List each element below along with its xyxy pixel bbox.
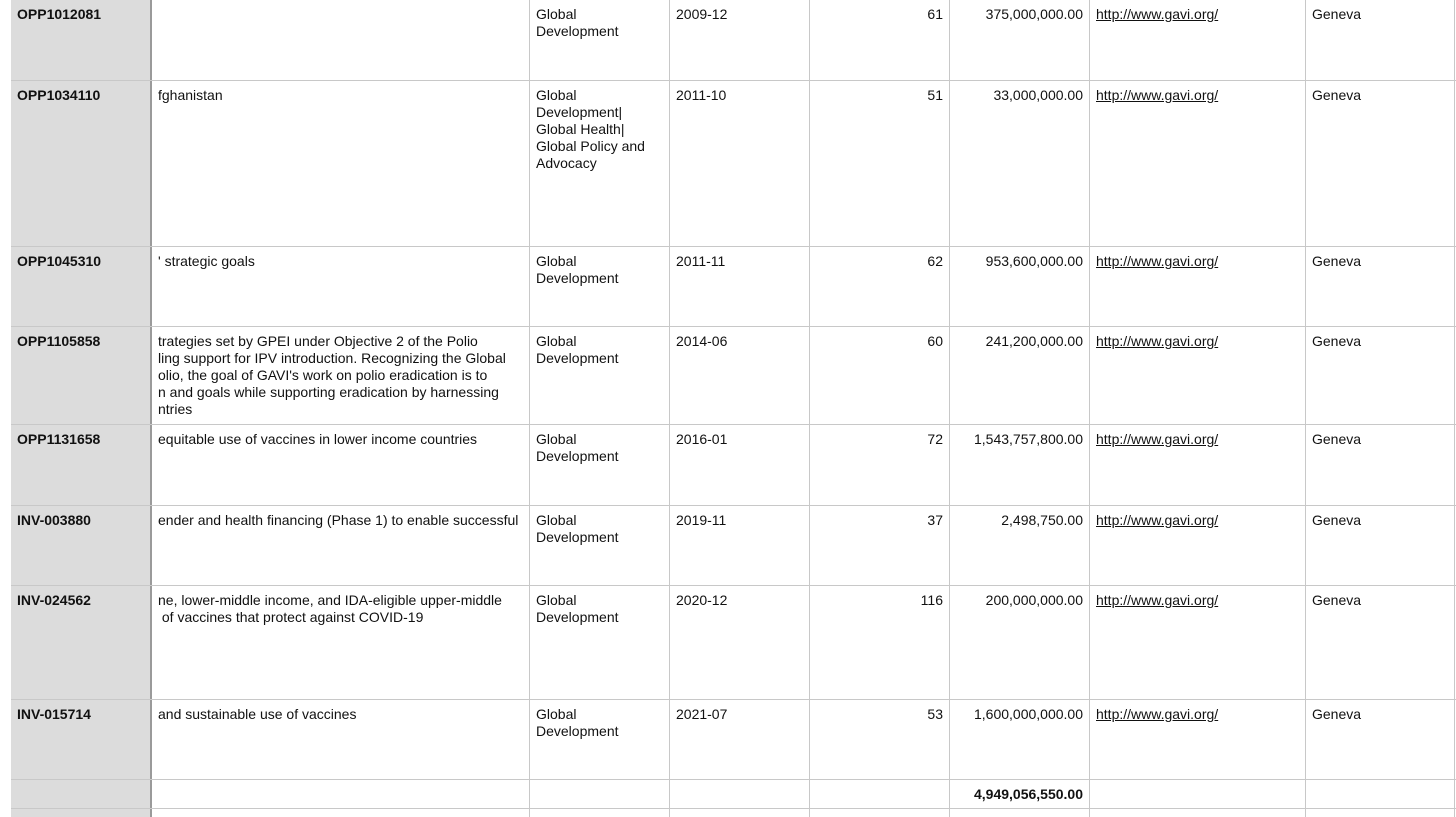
duration-cell[interactable]: 60: [810, 327, 950, 424]
division-cell[interactable]: [530, 780, 670, 808]
url-cell[interactable]: [1090, 700, 1306, 779]
grant-id-cell[interactable]: OPP1105858: [11, 327, 152, 424]
date-cell[interactable]: 2016-01: [670, 425, 810, 505]
purpose-cell[interactable]: ender and health financing (Phase 1) to enable successful: [152, 506, 530, 585]
grantee-website-link[interactable]: http://www.gavi.org/: [1096, 253, 1219, 269]
city-cell[interactable]: Geneva: [1306, 586, 1455, 699]
duration-cell[interactable]: 51: [810, 81, 950, 246]
city-cell[interactable]: [1306, 780, 1455, 808]
duration-cell[interactable]: 53: [810, 700, 950, 779]
division-cell[interactable]: Global Development: [530, 700, 670, 779]
duration-cell[interactable]: [810, 809, 950, 817]
table-row: [11, 327, 1456, 425]
date-cell[interactable]: [670, 809, 810, 817]
amount-cell[interactable]: 953,600,000.00: [950, 247, 1090, 326]
table-row: [11, 809, 1456, 817]
url-cell[interactable]: [1090, 809, 1306, 817]
date-cell[interactable]: [670, 780, 810, 808]
grant-id-cell[interactable]: [11, 809, 152, 817]
date-cell[interactable]: 2011-10: [670, 81, 810, 246]
amount-cell[interactable]: 200,000,000.00: [950, 586, 1090, 699]
amount-cell[interactable]: [950, 809, 1090, 817]
url-cell[interactable]: [1090, 81, 1306, 246]
division-cell[interactable]: Global Development: [530, 247, 670, 326]
duration-cell[interactable]: 62: [810, 247, 950, 326]
url-cell[interactable]: [1090, 586, 1306, 699]
grantee-website-link[interactable]: http://www.gavi.org/: [1096, 333, 1219, 349]
city-cell[interactable]: Geneva: [1306, 327, 1455, 424]
duration-cell[interactable]: 37: [810, 506, 950, 585]
table-row: [11, 586, 1456, 700]
amount-cell[interactable]: 375,000,000.00: [950, 0, 1090, 80]
city-cell[interactable]: Geneva: [1306, 0, 1455, 80]
date-cell[interactable]: 2014-06: [670, 327, 810, 424]
purpose-cell[interactable]: [152, 0, 530, 80]
amount-cell[interactable]: 241,200,000.00: [950, 327, 1090, 424]
table-row: [11, 0, 1456, 81]
table-row: [11, 81, 1456, 247]
division-cell[interactable]: Global Development: [530, 0, 670, 80]
city-cell[interactable]: [1306, 809, 1455, 817]
date-cell[interactable]: 2011-11: [670, 247, 810, 326]
grant-id-cell[interactable]: INV-024562: [11, 586, 152, 699]
purpose-cell[interactable]: trategies set by GPEI under Objective 2 of the Polio ling support for IPV introduction. Recognizing the Global olio, the goal of GAVI's work on polio eradication is to n and goals while supporting eradication by harnessing ntries: [152, 327, 530, 424]
division-cell[interactable]: Global Development: [530, 506, 670, 585]
purpose-cell[interactable]: ' strategic goals: [152, 247, 530, 326]
url-cell[interactable]: [1090, 0, 1306, 80]
duration-cell[interactable]: 72: [810, 425, 950, 505]
grantee-website-link[interactable]: http://www.gavi.org/: [1096, 6, 1219, 22]
amount-cell[interactable]: 2,498,750.00: [950, 506, 1090, 585]
duration-cell[interactable]: 61: [810, 0, 950, 80]
grantee-website-link[interactable]: http://www.gavi.org/: [1096, 706, 1219, 722]
url-cell[interactable]: [1090, 247, 1306, 326]
grant-id-cell[interactable]: INV-003880: [11, 506, 152, 585]
division-cell[interactable]: Global Development| Global Health| Global Policy and Advocacy: [530, 81, 670, 246]
grantee-website-link[interactable]: http://www.gavi.org/: [1096, 592, 1219, 608]
amount-cell[interactable]: 33,000,000.00: [950, 81, 1090, 246]
url-cell[interactable]: [1090, 425, 1306, 505]
grant-id-cell[interactable]: OPP1045310: [11, 247, 152, 326]
grantee-website-link[interactable]: http://www.gavi.org/: [1096, 87, 1219, 103]
purpose-cell[interactable]: ne, lower-middle income, and IDA-eligible upper-middle of vaccines that protect against COVID-19: [152, 586, 530, 699]
grant-id-cell[interactable]: [11, 780, 152, 808]
division-cell[interactable]: Global Development: [530, 586, 670, 699]
city-cell[interactable]: Geneva: [1306, 81, 1455, 246]
date-cell[interactable]: 2009-12: [670, 0, 810, 80]
url-cell[interactable]: [1090, 327, 1306, 424]
division-cell[interactable]: [530, 809, 670, 817]
city-cell[interactable]: Geneva: [1306, 700, 1455, 779]
date-cell[interactable]: 2020-12: [670, 586, 810, 699]
division-cell[interactable]: Global Development: [530, 425, 670, 505]
purpose-cell[interactable]: [152, 809, 530, 817]
duration-cell[interactable]: 116: [810, 586, 950, 699]
date-cell[interactable]: 2019-11: [670, 506, 810, 585]
amount-cell[interactable]: 1,543,757,800.00: [950, 425, 1090, 505]
purpose-cell[interactable]: equitable use of vaccines in lower income countries: [152, 425, 530, 505]
city-cell[interactable]: Geneva: [1306, 425, 1455, 505]
grantee-website-link[interactable]: http://www.gavi.org/: [1096, 431, 1219, 447]
table-row: [11, 700, 1456, 780]
table-row: [11, 506, 1456, 586]
city-cell[interactable]: Geneva: [1306, 247, 1455, 326]
grant-id-cell[interactable]: INV-015714: [11, 700, 152, 779]
amount-cell[interactable]: 1,600,000,000.00: [950, 700, 1090, 779]
purpose-cell[interactable]: fghanistan: [152, 81, 530, 246]
url-cell[interactable]: [1090, 780, 1306, 808]
date-cell[interactable]: 2021-07: [670, 700, 810, 779]
url-cell[interactable]: [1090, 506, 1306, 585]
grant-id-cell[interactable]: OPP1012081: [11, 0, 152, 80]
purpose-cell[interactable]: [152, 780, 530, 808]
grantee-website-link[interactable]: http://www.gavi.org/: [1096, 512, 1219, 528]
division-cell[interactable]: Global Development: [530, 327, 670, 424]
grant-id-cell[interactable]: OPP1131658: [11, 425, 152, 505]
table-row: [11, 425, 1456, 506]
grant-id-cell[interactable]: OPP1034110: [11, 81, 152, 246]
total-amount-cell[interactable]: 4,949,056,550.00: [950, 780, 1090, 808]
city-cell[interactable]: Geneva: [1306, 506, 1455, 585]
table-row: [11, 247, 1456, 327]
total-row: [11, 780, 1456, 809]
duration-cell[interactable]: [810, 780, 950, 808]
purpose-cell[interactable]: and sustainable use of vaccines: [152, 700, 530, 779]
